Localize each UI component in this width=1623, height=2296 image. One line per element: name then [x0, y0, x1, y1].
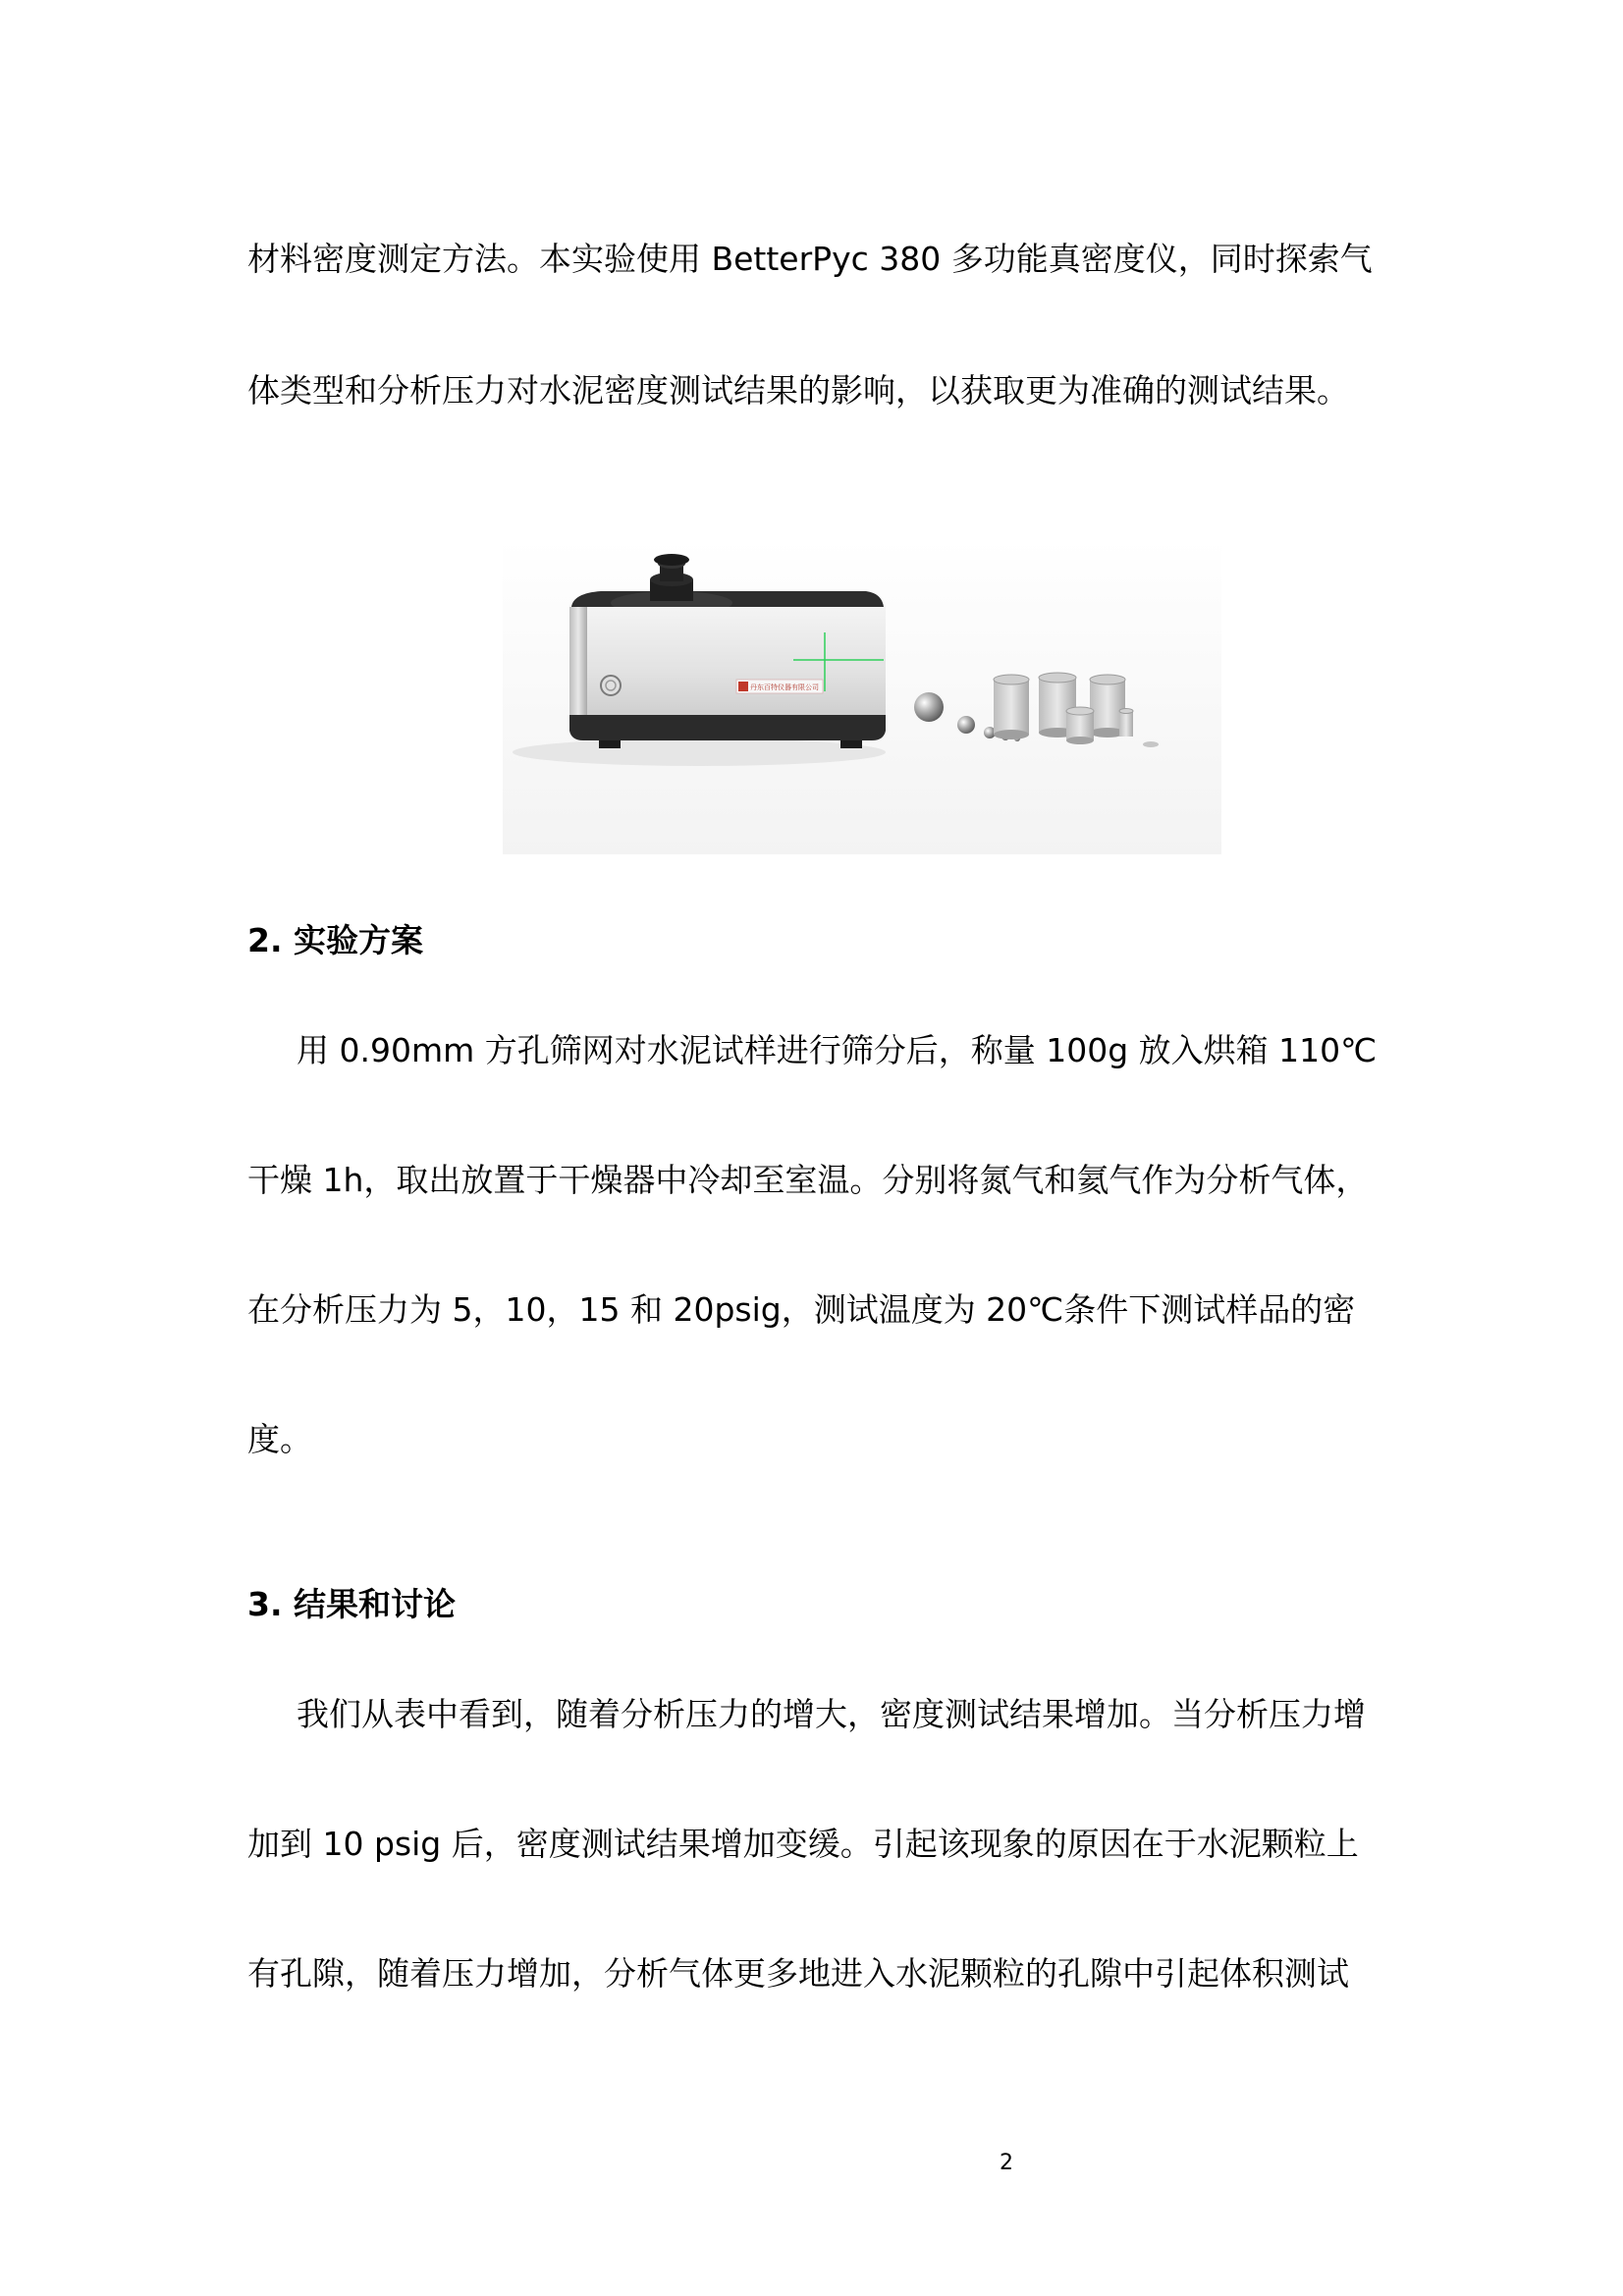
intro-line-1: 材料密度测定方法。本实验使用 BetterPyc 380 多功能真密度仪，同时探索气 [247, 240, 1373, 278]
device-label: 丹东百特仪器有限公司 [750, 683, 819, 691]
section-2-line-3: 在分析压力为 5，10，15 和 20psig，测试温度为 20℃条件下测试样品的密 [247, 1290, 1356, 1329]
section-3-line-2: 加到 10 psig 后，密度测试结果增加变缓。引起该现象的原因在于水泥颗粒上 [247, 1825, 1359, 1863]
section-2-line-4: 度。 [247, 1420, 312, 1458]
section-3-heading: 3. 结果和讨论 [247, 1585, 456, 1623]
section-2-line-1: 用 0.90mm 方孔筛网对水泥试样进行筛分后，称量 100g 放入烘箱 110℃ [297, 1031, 1378, 1069]
section-3-line-3: 有孔隙，随着压力增加，分析气体更多地进入水泥颗粒的孔隙中引起体积测试 [247, 1954, 1349, 1993]
section-3-line-1: 我们从表中看到，随着分析压力的增大，密度测试结果增加。当分析压力增 [297, 1695, 1366, 1733]
pycnometer-photo [503, 538, 1221, 854]
page-number: 2 [1000, 2151, 1013, 2175]
intro-line-2: 体类型和分析压力对水泥密度测试结果的影响，以获取更为准确的测试结果。 [247, 371, 1349, 410]
section-2-line-2: 干燥 1h，取出放置于干燥器中冷却至室温。分别将氮气和氦气作为分析气体， [247, 1161, 1369, 1199]
section-2-heading: 2. 实验方案 [247, 921, 423, 959]
